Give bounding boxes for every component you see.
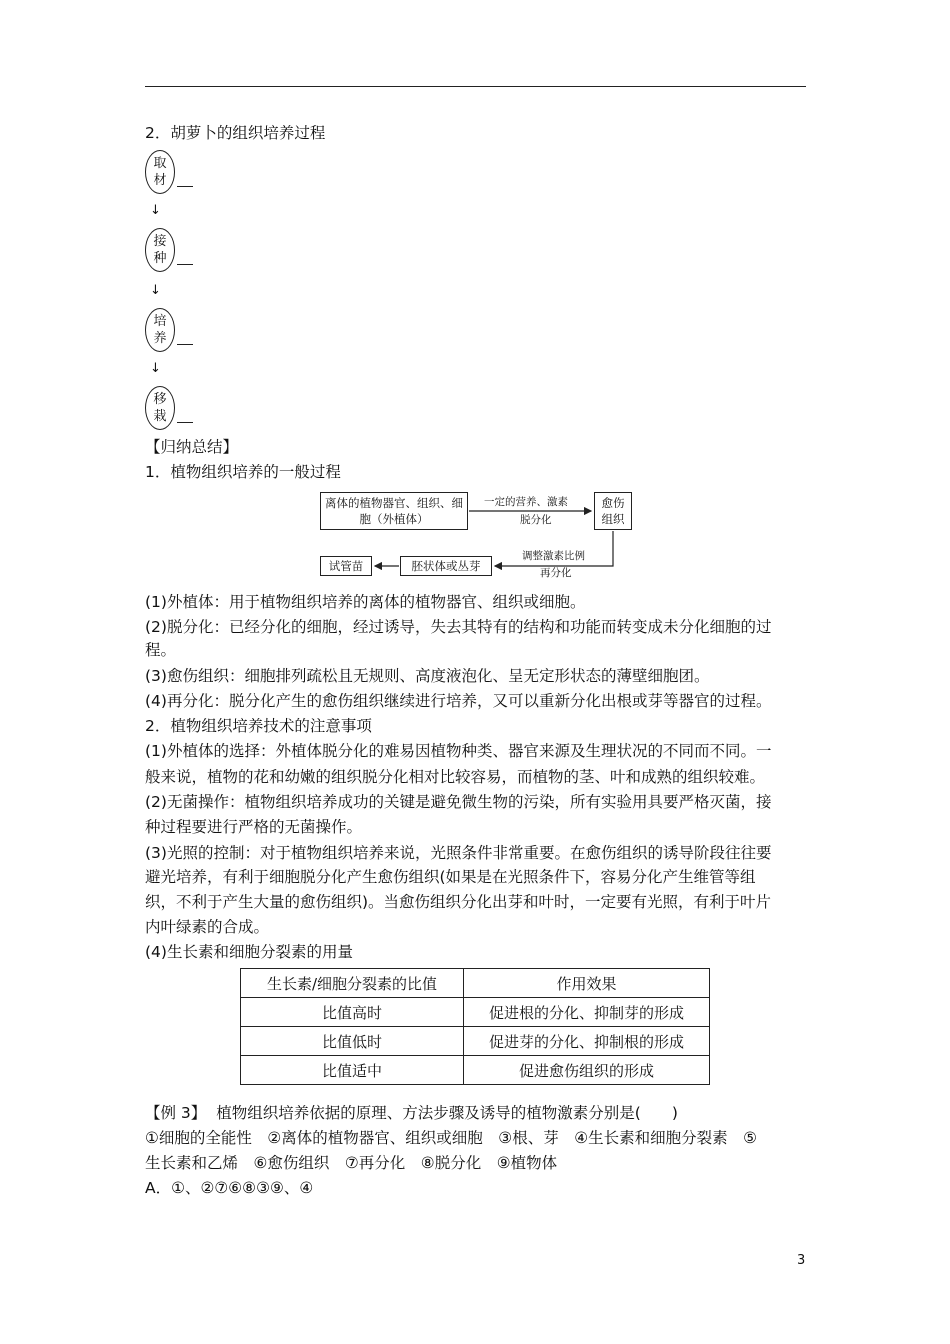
step-char: 取: [153, 156, 167, 171]
example-option-a: A．①、②⑦⑥⑧③⑨、④: [145, 1179, 314, 1197]
example-label: 【例 3】: [145, 1104, 207, 1122]
step-char: 材: [153, 173, 167, 188]
definition-line: 程。: [145, 641, 177, 659]
diagram-arrows: [0, 0, 950, 600]
table-cell: 促进愈伤组织的形成: [464, 1056, 710, 1085]
down-arrow-icon: ↓: [150, 361, 161, 376]
note-line: 避光培养，有利于细胞脱分化产生愈伤组织(如果是在光照条件下，容易分化产生维管等组: [145, 868, 756, 886]
table-header-row: [241, 969, 710, 998]
summary-heading: 【归纳总结】: [145, 438, 239, 456]
table-row: [241, 1027, 710, 1056]
step-char: 种: [153, 251, 167, 266]
box-plantlet: 试管苗: [320, 556, 372, 576]
example-question: [145, 1102, 678, 1124]
section-title: 2．胡萝卜的组织培养过程: [145, 124, 326, 142]
step-char: 养: [153, 331, 167, 346]
box-callus: 愈伤组织: [594, 492, 632, 530]
table-header: 生长素/细胞分裂素的比值: [241, 969, 464, 998]
table-row: [241, 998, 710, 1027]
table-cell: 促进芽的分化、抑制根的形成: [464, 1027, 710, 1056]
step-char: 栽: [153, 409, 167, 424]
definition-line: (1)外植体：用于植物组织培养的离体的植物器官、组织或细胞。: [145, 593, 586, 611]
step-char: 培: [153, 314, 167, 329]
page-number: 3: [797, 1253, 806, 1268]
step-char: 移: [153, 392, 167, 407]
note-line: 织，不利于产生大量的愈伤组织)。当愈伤组织分化出芽和叶时，一定要有光照，有利于叶片: [145, 893, 772, 911]
label-rediff-top: 调整激素比例: [522, 550, 585, 562]
definition-line: (2)脱分化：已经分化的细胞，经过诱导，失去其特有的结构和功能而转变成未分化细胞的过: [145, 618, 772, 636]
example-options-line: ①细胞的全能性 ②离体的植物器官、组织或细胞 ③根、芽 ④生长素和细胞分裂素 ⑤: [145, 1129, 757, 1147]
note-line: (1)外植体的选择：外植体脱分化的难易因植物种类、器官来源及生理状况的不同而不同。一: [145, 742, 772, 760]
table-cell: 比值高时: [241, 998, 464, 1027]
step-char: 接: [153, 234, 167, 249]
point2-title: 2．植物组织培养技术的注意事项: [145, 717, 372, 735]
note-line: (2)无菌操作：植物组织培养成功的关键是避免微生物的污染，所有实验用具要严格灭菌，接: [145, 793, 772, 811]
point1-title: 1．植物组织培养的一般过程: [145, 463, 341, 481]
note-line: 般来说，植物的花和幼嫩的组织脱分化相对比较容易，而植物的茎、叶和成熟的组织较难。: [145, 768, 766, 786]
table-cell: 比值适中: [241, 1056, 464, 1085]
note-line: 种过程要进行严格的无菌操作。: [145, 818, 363, 836]
note-line: (3)光照的控制：对于植物组织培养来说，光照条件非常重要。在愈伤组织的诱导阶段往往要: [145, 844, 772, 862]
table-row: [241, 1056, 710, 1085]
definition-line: (4)再分化：脱分化产生的愈伤组织继续进行培养，又可以重新分化出根或芽等器官的过程。: [145, 692, 772, 710]
label-dediff-top: 一定的营养、激素: [484, 496, 568, 508]
label-rediff-bottom: 再分化: [540, 567, 572, 579]
down-arrow-icon: ↓: [150, 283, 161, 298]
hormone-ratio-table: [240, 968, 710, 1085]
table-cell: 比值低时: [241, 1027, 464, 1056]
table-cell: 促进根的分化、抑制芽的形成: [464, 998, 710, 1027]
note-line: (4)生长素和细胞分裂素的用量: [145, 943, 353, 961]
table-header: 作用效果: [464, 969, 710, 998]
example-question-text: 植物组织培养依据的原理、方法步骤及诱导的植物激素分别是( ): [216, 1104, 678, 1122]
example-options-line: 生长素和乙烯 ⑥愈伤组织 ⑦再分化 ⑧脱分化 ⑨植物体: [145, 1154, 558, 1172]
note-line: 内叶绿素的合成。: [145, 918, 270, 936]
box-embryoid: 胚状体或丛芽: [400, 556, 492, 576]
down-arrow-icon: ↓: [150, 203, 161, 218]
label-dediff-bottom: 脱分化: [520, 514, 552, 526]
box-explant: 离体的植物器官、组织、细胞（外植体）: [320, 492, 468, 530]
definition-line: (3)愈伤组织：细胞排列疏松且无规则、高度液泡化、呈无定形状态的薄壁细胞团。: [145, 667, 710, 685]
